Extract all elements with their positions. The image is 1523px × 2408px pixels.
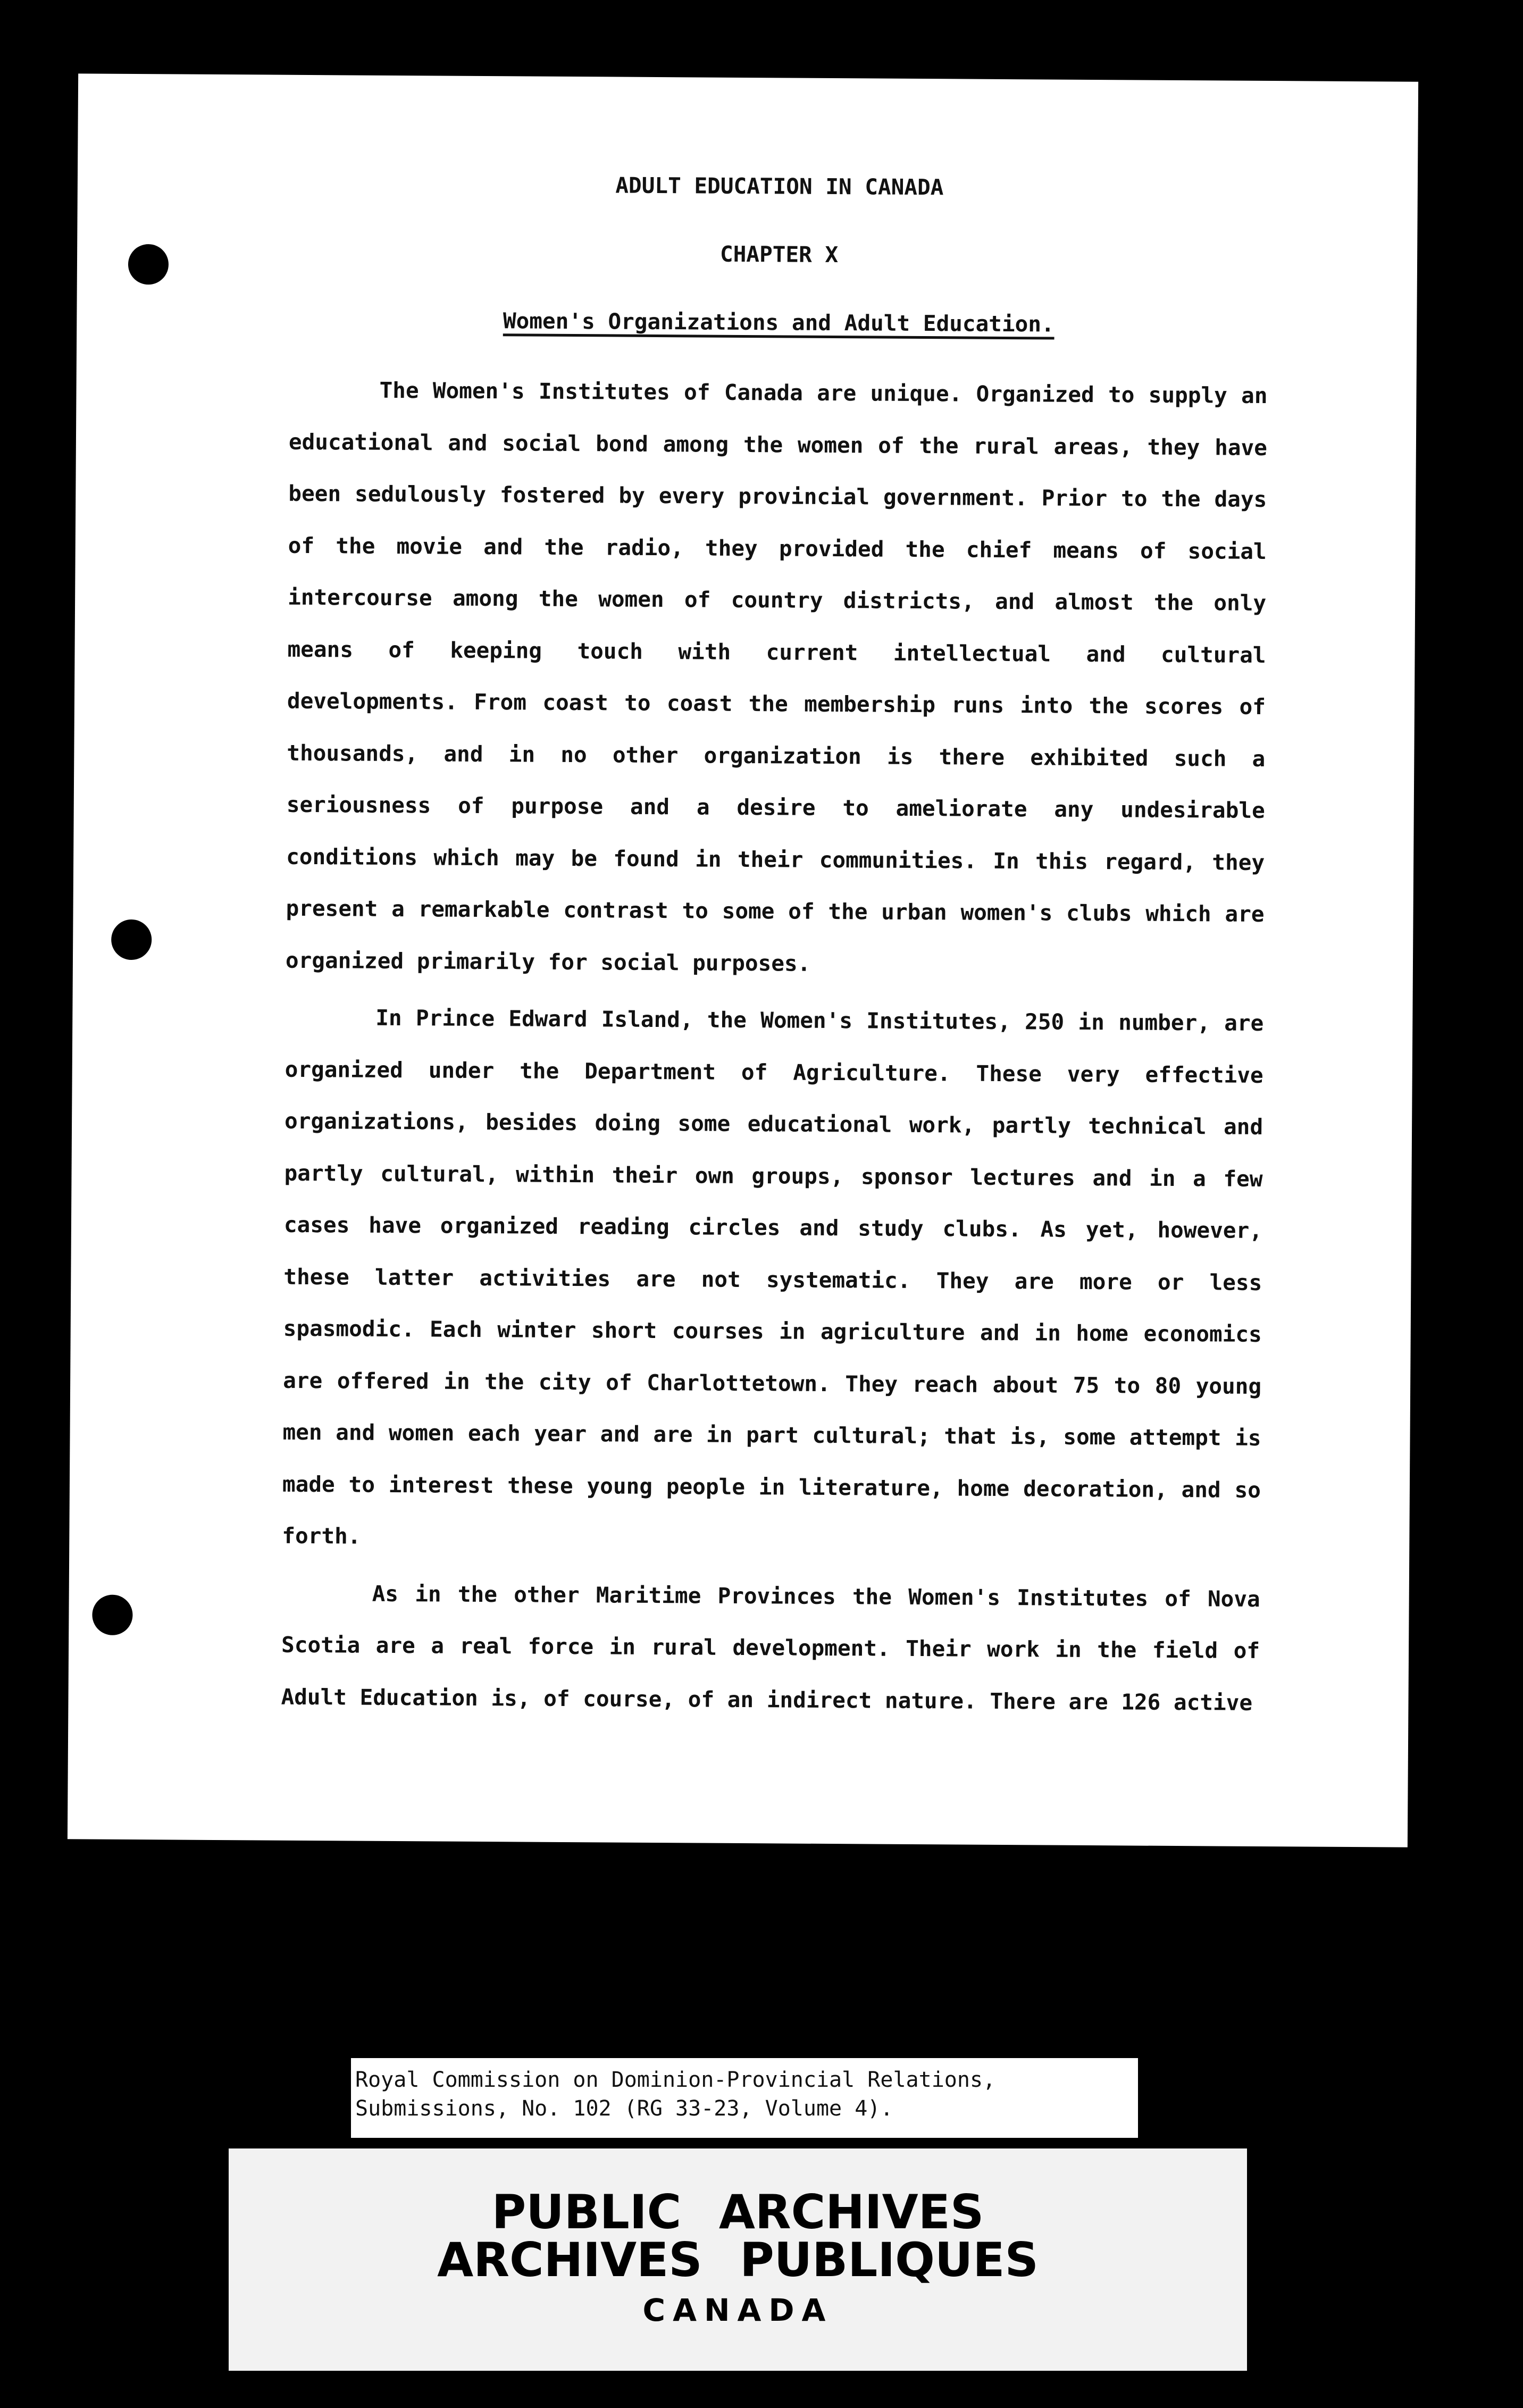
section-subtitle-text: Women's Organizations and Adult Education. xyxy=(503,308,1055,337)
archive-label-line-1: Royal Commission on Dominion-Provincial Relations, xyxy=(355,2068,996,2092)
punch-hole-bottom xyxy=(92,1595,132,1635)
typed-text-block xyxy=(281,171,1269,1729)
public-archives-stamp xyxy=(229,2148,1247,2371)
paragraph-2: In Prince Edward Island, the Women's Institutes, 250 in number, are organized under the Department of Agriculture. These very effective organizations, besides doing some educational work, partly technical and partly cultural, within their own groups, sponsor lectures and in a few cases have organized reading circles and study clubs. As yet, however, these latter activities are not systematic. They are more or less spasmodic. Each winter short courses in agriculture and in home economics are offered in the city of Charlottetown. They reach about 75 to 80 young men and women each year and are in part cultural; that is, some attempt is made to interest these young people in literature, home decoration, and so forth. xyxy=(282,1005,1264,1549)
paragraph-1: The Women's Institutes of Canada are unique. Organized to supply an educational and social bond among the women of the rural areas, they have been sedulously fostered by every provincial government. Prior to the days of the movie and the radio, they provided the chief means of social intercourse among the women of country districts, and almost the only means of keeping touch with current intellectual and cultural developments. From coast to coast the membership runs into the scores of thousands, and in no other organization is there exhibited such a seriousness of purpose and a desire to ameliorate any undesirable conditions which may be found in their communities. In this regard, they present a remarkable contrast to some of the urban women's clubs which are organized primarily for social purposes. xyxy=(285,377,1268,976)
punch-hole-middle xyxy=(111,919,152,960)
document-title: ADULT EDUCATION IN CANADA xyxy=(615,172,944,200)
paragraph-3: As in the other Maritime Provinces the Women's Institutes of Nova Scotia are a real force in rural development. Their work in the field of Adult Education is, of course, of an indirect nature. There are 126 active xyxy=(281,1581,1260,1716)
archive-reference-label xyxy=(351,2058,1138,2138)
stamp-line-country: CANADA xyxy=(642,2292,833,2328)
document-page xyxy=(68,73,1418,1847)
punch-hole-top xyxy=(128,244,169,285)
archive-label-line-2: Submissions, No. 102 (RG 33-23, Volume 4). xyxy=(355,2096,893,2121)
chapter-heading: CHAPTER X xyxy=(719,241,839,268)
stamp-line-french: ARCHIVES PUBLIQUES xyxy=(437,2233,1039,2287)
section-subtitle xyxy=(289,307,1268,338)
stamp-line-english: PUBLIC ARCHIVES xyxy=(491,2185,984,2239)
